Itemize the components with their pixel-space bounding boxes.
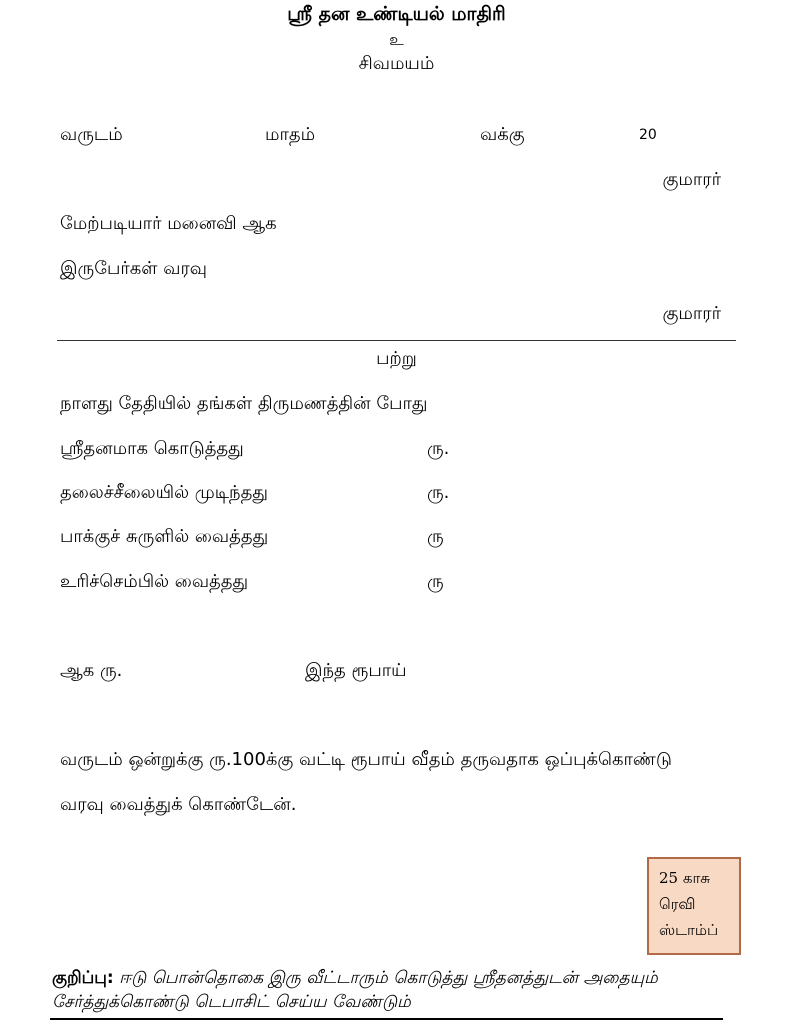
total-label: ஆக ரு. <box>60 660 123 681</box>
document-title: ஸ்ரீ தன உண்டியல் மாதிரி <box>287 3 506 25</box>
stamp-revenue: ரெவி <box>659 895 696 913</box>
stamp-value: 25 காசு <box>659 869 711 887</box>
footnote-text: ஈடு பொன்தொகை இரு வீட்டாரும் கொடுத்து ஸ்ரீதனத்துடன் அதையும் சேர்த்துக்கொண்டு டெபாசிட் செய்ய வேண்டும் <box>52 968 658 1012</box>
item-label: ஸ்ரீதனமாக கொடுத்தது <box>60 438 244 459</box>
item-currency: ரு. <box>427 438 450 459</box>
year-label: வருடம் <box>60 124 123 145</box>
invocation-symbol: உ <box>389 30 404 49</box>
total-in-words-label: இந்த ரூபாய் <box>305 660 407 681</box>
terms-line-1: வருடம் ஒன்றுக்கு ரு.100க்கு வட்டி ரூபாய் வீதம் தருவதாக ஒப்புக்கொண்டு <box>60 749 672 770</box>
item-currency: ரு. <box>427 482 450 503</box>
stamp-word: ஸ்டாம்ப் <box>659 921 719 939</box>
section-divider <box>57 340 736 341</box>
footnote <box>52 966 724 1014</box>
month-label: மாதம் <box>265 124 316 145</box>
item-label: உரிச்செம்பில் வைத்தது <box>60 571 249 592</box>
kumarar-label-1: குமாரர் <box>662 169 721 190</box>
revenue-stamp-box <box>647 857 741 955</box>
invocation-text: சிவமயம் <box>358 53 435 74</box>
item-currency: ரு <box>427 571 444 592</box>
both-persons-line: இருபேர்கள் வரவு <box>60 258 207 279</box>
footer-rule <box>50 1018 723 1020</box>
footnote-label: குறிப்பு: <box>52 968 114 988</box>
wedding-line: நாளது தேதியில் தங்கள் திருமணத்தின் போது <box>60 393 428 414</box>
item-currency: ரு <box>427 526 444 547</box>
year-prefix: 20 <box>639 127 657 143</box>
item-label: தலைச்சீலையில் முடிந்தது <box>60 482 268 503</box>
day-label: வக்கு <box>480 124 525 145</box>
item-label: பாக்குச் சுருளில் வைத்தது <box>60 526 269 547</box>
wife-line: மேற்படியார் மனைவி ஆக <box>60 213 277 234</box>
kumarar-label-2: குமாரர் <box>662 303 721 324</box>
receipt-heading: பற்று <box>376 348 417 369</box>
terms-line-2: வரவு வைத்துக் கொண்டேன். <box>60 794 297 815</box>
